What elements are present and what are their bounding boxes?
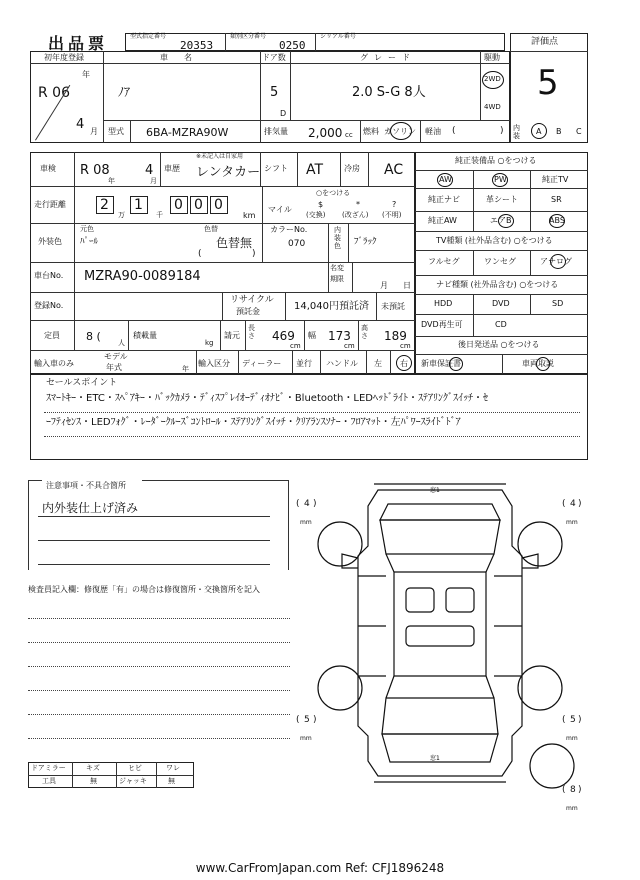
diagram-bottom-label: 窓1 — [430, 755, 440, 762]
legend-jack-value: 無 — [168, 777, 175, 785]
oil-paren-close: ) — [500, 126, 504, 136]
sales-line-2: ｰﾌﾃｨｾﾝｽ・LEDﾌｫｸﾞ・ﾚｰﾀﾞｰｸﾙｰｽﾞｺﾝﾄﾛｰﾙ・ｽﾃｱﾘﾝｸﾞｽｲｯﾁ・ｸﾘｱﾗﾝｽｿﾅｰ・ﾌﾛｱﾏｯﾄ・左ﾊﾟﾜｰｽﾗｲﾄﾞﾄﾞｱ — [46, 417, 461, 428]
meter-mile-label: マイル — [268, 205, 292, 214]
load-unit: kg — [205, 339, 214, 347]
model-cert-label: 型式指定番号 — [130, 33, 167, 40]
meter-tamper-sub: (改ざん) — [342, 211, 369, 219]
first-reg-month: 4 — [76, 117, 85, 132]
oil-paren: ( — [452, 126, 456, 136]
import-label: 輸入車のみ — [34, 359, 74, 368]
tv-analog: アナログ — [540, 257, 572, 266]
sales-label: セールスポイント — [46, 378, 118, 388]
width-unit: cm — [344, 342, 355, 350]
width-value: 173 — [328, 329, 351, 343]
car-name: ﾉｱ — [118, 85, 131, 99]
chassis-value: MZRA90-0089184 — [84, 269, 201, 284]
mileage-digit-3: 0 — [174, 197, 183, 213]
shift-value: AT — [306, 162, 324, 178]
meter-exchange-sub: (交換) — [306, 211, 326, 219]
right-door-lines — [494, 576, 522, 676]
color-change-value: 色替無 — [216, 236, 253, 250]
seat-rear — [406, 626, 474, 646]
interior-a: A — [536, 127, 542, 136]
usage-value: レンタカー — [196, 165, 261, 180]
hood-panel — [380, 504, 500, 520]
navi-dvd-play: DVD再生可 — [421, 320, 463, 329]
km-unit: km — [243, 211, 256, 220]
model-cert-no: 20353 — [180, 39, 214, 52]
reg-no-label: 登録No. — [34, 301, 64, 310]
navi-dvd: DVD — [492, 299, 510, 308]
serial-label: シリアル番号 — [320, 33, 356, 40]
tv-oneseg: ワンセグ — [484, 257, 516, 266]
handle-right: 右 — [400, 359, 408, 368]
equip-abs-circle — [549, 214, 565, 228]
first-reg-year: R 06 — [38, 85, 70, 101]
tire-spare-close: ) — [578, 785, 582, 795]
legend-jack: ジャッキ — [119, 777, 147, 785]
interior-a-circle — [531, 123, 547, 139]
name-change-label: 名変 — [330, 264, 344, 272]
first-reg-label: 初年度登録 — [44, 53, 84, 62]
drive-2wd-circle — [482, 71, 504, 89]
legend-mirror: ドアミラー — [31, 764, 66, 772]
door-type: D — [280, 109, 287, 118]
legend-tools-value: 無 — [90, 777, 97, 785]
tire-fl-unit: mm — [300, 519, 312, 526]
tire-rl-depth: 5 — [304, 715, 310, 725]
height-value: 189 — [384, 329, 407, 343]
equip-sr: SR — [551, 195, 562, 204]
int-color-value: ﾌﾞﾗｯｸ — [354, 237, 377, 247]
mileage-digit-4: 0 — [194, 197, 203, 213]
length-unit: cm — [290, 342, 301, 350]
inspection-month-unit: 月 — [150, 177, 157, 185]
navi-cd: CD — [495, 320, 507, 329]
mileage-digit-5: 0 — [214, 197, 223, 213]
doors-value: 5 — [270, 85, 279, 100]
wheel-front-left — [318, 522, 362, 566]
color-no-label: カラーNo. — [270, 225, 308, 234]
tire-spare-unit: mm — [566, 805, 578, 812]
interior-b: B — [556, 127, 562, 136]
equip-pw-circle — [492, 173, 508, 187]
month-unit: 月 — [90, 127, 98, 136]
drive-2wd: 2WD — [484, 75, 501, 83]
drive-4wd: 4WD — [484, 103, 501, 111]
mileage-digit-1: 2 — [100, 197, 109, 213]
ext-color-label: 外装色 — [38, 237, 62, 246]
seat-front-right — [446, 588, 474, 612]
recycle-unpaid: 未預託 — [381, 302, 405, 311]
drive-label: 駆動 — [484, 53, 500, 62]
doc-warranty: 新車保証書 — [421, 359, 461, 368]
doors-label: ドア数 — [262, 53, 286, 62]
legend-tools: 工具 — [42, 777, 56, 785]
fuel-label: 燃料 — [363, 127, 379, 136]
model-year-label: モデル — [104, 352, 128, 361]
mileage-digit-2: 1 — [134, 197, 143, 213]
navi-hdd: HDD — [434, 299, 453, 308]
shift-label: シフト — [264, 164, 288, 173]
tire-fr-unit: mm — [566, 519, 578, 526]
capacity-unit: 人 — [118, 339, 125, 347]
inspection-year-unit: 年 — [108, 177, 115, 185]
notes-line-1: 内外装仕上げ済み — [42, 501, 139, 515]
recycle-amount: 14,040円預託済 — [294, 301, 369, 312]
interior-c: C — [576, 127, 582, 136]
equip-leather: 革シート — [486, 195, 518, 204]
navi-sd: SD — [552, 299, 564, 308]
navi-title: ナビ種類 (社外品含む) ○をつける — [436, 280, 559, 289]
tv-title: TV種類 (社外品含む) ○をつける — [436, 236, 553, 245]
ac-label: 冷房 — [344, 164, 360, 173]
length-value: 469 — [272, 329, 295, 343]
roof-panel — [394, 572, 486, 676]
chassis-label: 車台No. — [34, 271, 64, 280]
tire-rr-unit: mm — [566, 735, 578, 742]
doc-manual-circle — [536, 357, 550, 371]
meter-unknown-sub: (不明) — [382, 211, 402, 219]
doc-title: 後日発送品 ○をつける — [458, 340, 540, 349]
rear-window — [382, 698, 498, 734]
tv-fullseg: フルセグ — [428, 257, 460, 266]
length-label: 長さ — [248, 324, 255, 340]
height-unit: cm — [400, 342, 411, 350]
class-no: 0250 — [279, 39, 306, 52]
claim-label: 請元 — [224, 331, 240, 340]
doc-warranty-circle — [449, 357, 463, 371]
equip-airbag-circle — [498, 214, 514, 228]
capacity-label: 定員 — [44, 331, 60, 340]
inspection-month: 4 — [145, 163, 154, 178]
equip-aw: AW — [439, 175, 452, 184]
wheel-spare — [530, 744, 574, 788]
diagram-top-label: 窓1 — [430, 487, 440, 494]
width-label: 幅 — [308, 331, 316, 340]
sen-unit: 千 — [156, 211, 163, 219]
tire-spare-open: ( — [562, 785, 566, 795]
legend-crack: ヒビ — [128, 764, 142, 772]
model-label: 型式 — [108, 127, 124, 136]
wheel-front-right — [518, 522, 562, 566]
car-damage-diagram — [290, 476, 590, 816]
handle-right-circle — [396, 355, 412, 371]
model-value: 6BA-MZRA90W — [146, 126, 229, 139]
name-change-day: 日 — [403, 281, 411, 290]
form-title: 出品票 — [48, 34, 109, 53]
grade-label: グレード — [360, 53, 416, 62]
windshield — [380, 520, 500, 554]
equip-genuine-aw: 純正AW — [428, 216, 457, 225]
footer-watermark: www.CarFromJapan.com Ref: CFJ1896248 — [195, 861, 445, 875]
sales-line-1: ｽﾏｰﾄｷｰ・ETC・ｽﾍﾟｱｷｰ・ﾊﾞｯｸｶﾒﾗ・ﾃﾞｨｽﾌﾟﾚｲｵｰﾃﾞｨｵﾅﾋﾞ・Bluetooth・LEDﾍｯﾄﾞﾗｲﾄ・ｽﾃｱﾘﾝｸﾞｽｲｯﾁ・ｾ — [46, 393, 488, 404]
equip-tv: 純正TV — [542, 175, 569, 184]
seat-front-left — [406, 588, 434, 612]
doc-manual: 車両取説 — [522, 359, 554, 368]
inspector-label: 検査員記入欄：修復歴「有」の場合は修復箇所・交換箇所を記入 — [28, 585, 260, 594]
equip-airbag: エアB — [490, 216, 512, 225]
name-change-sub: 期限 — [330, 275, 344, 283]
color-paren-open: ( — [198, 249, 202, 259]
meter-tamper-label: * — [356, 200, 360, 209]
tire-fl-depth: 4 — [304, 499, 310, 509]
displacement-value: 2,000 — [308, 126, 343, 140]
class-label: 類別区分番号 — [230, 33, 267, 40]
tire-fr-close: ) — [578, 499, 582, 509]
mileage-label: 走行距離 — [34, 200, 66, 209]
oil-label: 軽油 — [425, 127, 441, 136]
equip-aw-circle — [437, 173, 453, 187]
usage-note: ※未記入は自家用 — [196, 153, 244, 160]
score-value: 5 — [537, 63, 559, 103]
recycle-sub: 預託金 — [236, 307, 260, 316]
equip-navi: 純正ナビ — [428, 195, 460, 204]
trunk-panel — [382, 734, 498, 762]
equip-pw: PW — [494, 175, 507, 184]
tire-spare-depth: 8 — [570, 785, 576, 795]
tire-fl-close: ) — [313, 499, 317, 509]
model-year-sub: 年式 — [106, 363, 122, 372]
tire-rl-unit: mm — [300, 735, 312, 742]
displacement-unit: cc — [345, 131, 353, 139]
interior-label: 内装 — [513, 124, 520, 140]
notes-label: 注意事項・不具合箇所 — [46, 481, 126, 490]
model-year-unit: 年 — [182, 365, 189, 373]
orig-color-label: 元色 — [80, 225, 94, 233]
ac-value: AC — [384, 162, 404, 178]
recycle-label: リサイクル — [230, 295, 274, 305]
tire-rr-open: ( — [562, 715, 566, 725]
import-dealer: ディーラー — [242, 359, 282, 368]
name-change-month: 月 — [380, 281, 388, 290]
usage-label: 車歴 — [164, 164, 180, 173]
equip-abs: ABS — [549, 216, 565, 225]
car-name-label: 車名 — [160, 53, 208, 62]
import-class-label: 輸入区分 — [198, 359, 230, 368]
legend-break: ワレ — [166, 764, 180, 772]
load-label: 積載量 — [133, 331, 157, 340]
orig-color-value: ﾊﾟｰﾙ — [80, 237, 99, 247]
meter-check-note: ○をつける — [316, 189, 351, 197]
capacity-value: 8 ( — [86, 330, 101, 343]
handle-label: ハンドル — [326, 359, 358, 368]
tire-fr-depth: 4 — [570, 499, 576, 509]
displacement-label: 排気量 — [264, 127, 288, 136]
grade-value: 2.0 S-G 8人 — [352, 85, 426, 100]
color-change-label: 色替 — [204, 225, 218, 233]
fuel-value: ガソリン — [384, 127, 416, 136]
height-label: 高さ — [361, 324, 368, 340]
tire-fl-open: ( — [296, 499, 300, 509]
int-color-label: 内装色 — [334, 226, 341, 250]
color-paren-close: ) — [252, 249, 256, 259]
import-parallel: 並行 — [296, 359, 312, 368]
tire-fr-open: ( — [562, 499, 566, 509]
left-door-lines — [358, 576, 386, 676]
year-unit: 年 — [82, 70, 90, 79]
tire-rl-open: ( — [296, 715, 300, 725]
color-no-value: 070 — [288, 239, 306, 249]
tire-rr-close: ) — [578, 715, 582, 725]
wheel-rear-right — [518, 666, 562, 710]
tire-rr-depth: 5 — [570, 715, 576, 725]
equip-title: 純正装備品 ○をつける — [455, 156, 537, 165]
handle-left: 左 — [374, 359, 382, 368]
meter-unknown-label: ? — [392, 200, 397, 209]
tire-rl-close: ) — [313, 715, 317, 725]
legend-scratch: キズ — [86, 764, 100, 772]
tv-analog-circle — [550, 254, 566, 269]
score-label: 評価点 — [531, 37, 559, 47]
inspection-year: R 08 — [80, 163, 110, 178]
fuel-circle — [390, 122, 412, 140]
man-unit: 万 — [118, 211, 125, 219]
inspection-label: 車検 — [40, 164, 56, 173]
meter-exchange-label: $ — [318, 200, 324, 209]
wheel-rear-left — [318, 666, 362, 710]
